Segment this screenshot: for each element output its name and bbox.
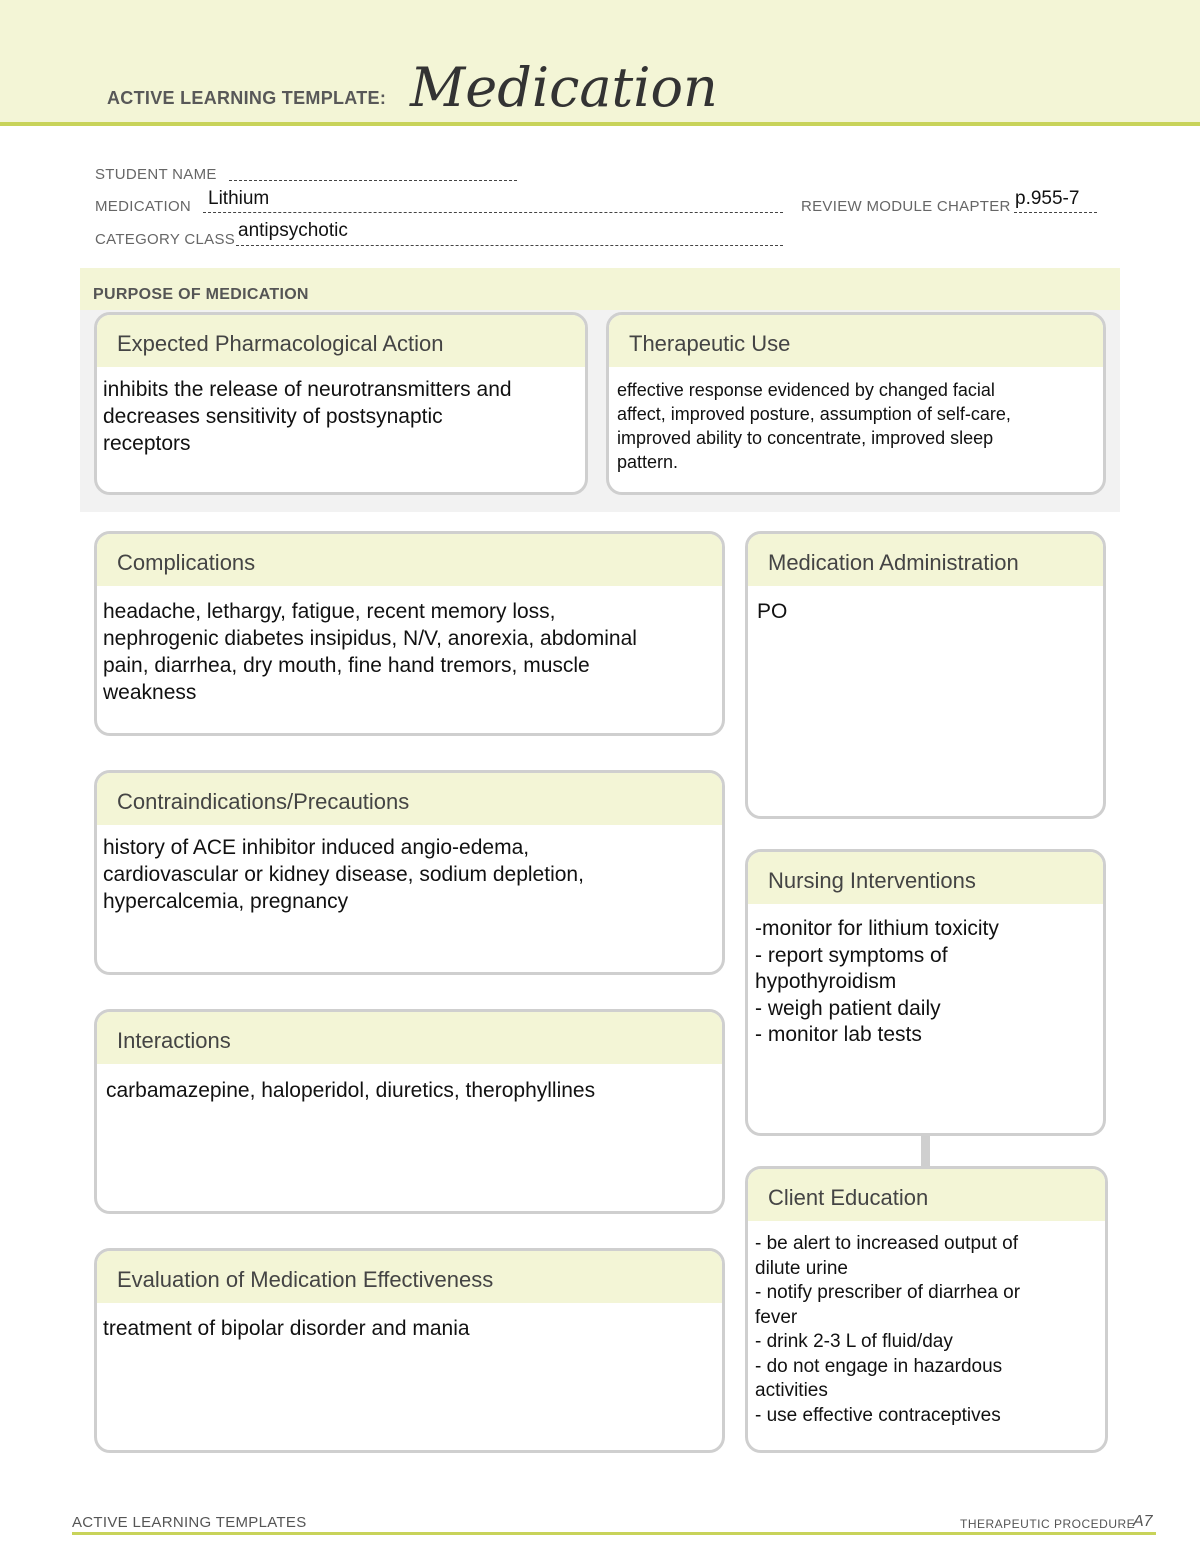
- category-class-label: CATEGORY CLASS: [95, 231, 236, 248]
- contraindications-box[interactable]: [94, 770, 725, 975]
- medication-value: Lithium: [208, 188, 270, 209]
- client-education-title: Client Education: [748, 1169, 1105, 1221]
- evaluation-box[interactable]: [94, 1248, 725, 1453]
- evaluation-text: treatment of bipolar disorder and mania: [103, 1317, 470, 1340]
- category-class-field[interactable]: [236, 245, 783, 246]
- medication-administration-text: PO: [757, 600, 788, 623]
- footer-left-label: ACTIVE LEARNING TEMPLATES: [72, 1514, 307, 1531]
- footer-right-label: THERAPEUTIC PROCEDURE: [960, 1517, 1136, 1531]
- interactions-title: Interactions: [97, 1012, 722, 1064]
- purpose-label: PURPOSE OF MEDICATION: [93, 286, 309, 303]
- review-module-field[interactable]: [1014, 212, 1097, 213]
- contraindications-text: history of ACE inhibitor induced angio-edema, cardiovascular or kidney disease, sodium depletion, hypercalcemia, pregnancy: [103, 836, 584, 913]
- medication-administration-box[interactable]: [745, 531, 1106, 819]
- review-module-value: p.955-7: [1015, 188, 1080, 209]
- student-name-field[interactable]: [229, 180, 517, 181]
- therapeutic-use-box[interactable]: [606, 312, 1106, 495]
- medication-field[interactable]: [203, 212, 783, 213]
- pharmacological-action-box[interactable]: [94, 312, 588, 495]
- complications-box[interactable]: [94, 531, 725, 736]
- page-number: A7: [1133, 1513, 1153, 1530]
- student-name-label: STUDENT NAME: [95, 166, 217, 183]
- nursing-interventions-title: Nursing Interventions: [748, 852, 1103, 904]
- pharmacological-action-text: inhibits the release of neurotransmitters and decreases sensitivity of postsynaptic receptors: [103, 378, 512, 455]
- footer-divider: [72, 1532, 1156, 1535]
- page-title: Medication: [410, 56, 718, 119]
- contraindications-title: Contraindications/Precautions: [97, 773, 722, 825]
- medication-label: MEDICATION: [95, 198, 192, 215]
- interactions-text: carbamazepine, haloperidol, diuretics, therophyllines: [106, 1079, 596, 1102]
- client-education-text: - be alert to increased output of dilute urine - notify prescriber of diarrhea or fever - drink 2-3 L of fluid/day - do not engage in hazardous activities - use effective contraceptives: [755, 1233, 1021, 1426]
- client-education-box[interactable]: [745, 1166, 1108, 1453]
- medication-administration-title: Medication Administration: [748, 534, 1103, 586]
- nursing-interventions-box[interactable]: [745, 849, 1106, 1136]
- therapeutic-use-title: Therapeutic Use: [609, 315, 1103, 367]
- interactions-box[interactable]: [94, 1009, 725, 1214]
- template-label: ACTIVE LEARNING TEMPLATE:: [107, 88, 387, 108]
- review-module-label: REVIEW MODULE CHAPTER: [801, 198, 1011, 215]
- header-divider: [0, 122, 1200, 126]
- evaluation-title: Evaluation of Medication Effectiveness: [97, 1251, 722, 1303]
- pharmacological-action-title: Expected Pharmacological Action: [97, 315, 585, 367]
- complications-text: headache, lethargy, fatigue, recent memory loss, nephrogenic diabetes insipidus, N/V, anorexia, abdominal pain, diarrhea, dry mouth, fine hand tremors, muscle weakness: [103, 600, 637, 704]
- therapeutic-use-text: effective response evidenced by changed facial affect, improved posture, assumption of self-care, improved ability to concentrate, improved sleep pattern.: [617, 380, 1011, 472]
- complications-title: Complications: [97, 534, 722, 586]
- nursing-interventions-text: -monitor for lithium toxicity - report symptoms of hypothyroidism - weigh patient daily - monitor lab tests: [755, 917, 999, 1046]
- category-class-value: antipsychotic: [238, 220, 348, 241]
- connector-line: [921, 1135, 930, 1167]
